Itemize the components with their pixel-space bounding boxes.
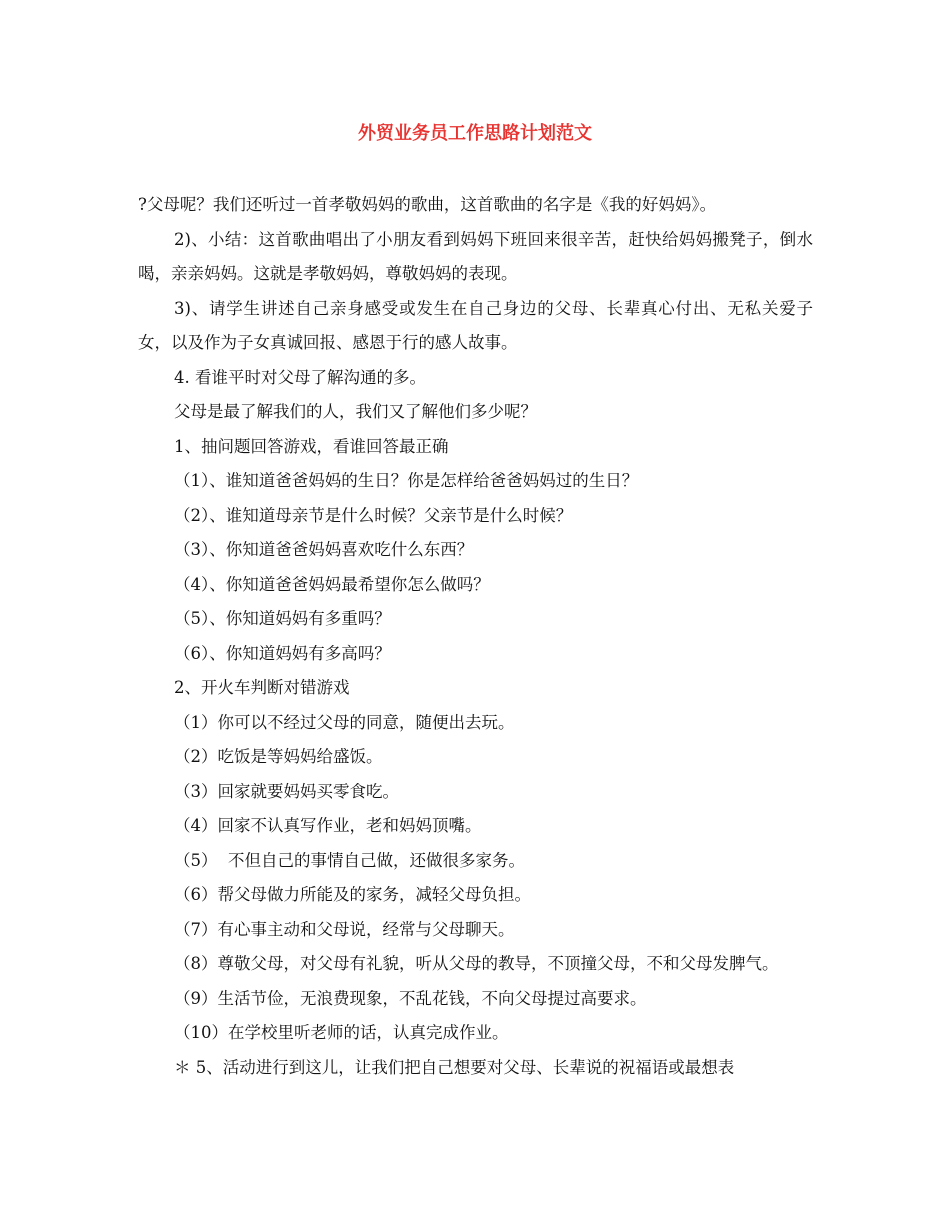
list-item: （1）你可以不经过父母的同意，随便出去玩。 bbox=[174, 712, 515, 732]
list-item: （4）、你知道爸爸妈妈最希望你怎么做吗？ bbox=[174, 574, 490, 594]
list-item: （7）有心事主动和父母说，经常与父母聊天。 bbox=[174, 919, 515, 939]
list-item: （5） 不但自己的事情自己做，还做很多家务。 bbox=[174, 850, 525, 870]
list-item: （10）在学校里听老师的话，认真完成作业。 bbox=[174, 1023, 509, 1042]
list-item: （9）生活节俭，无浪费现象，不乱花钱，不向父母提过高要求。 bbox=[174, 988, 647, 1008]
list-item: （6）、你知道妈妈有多高吗？ bbox=[174, 643, 391, 663]
paragraph-game-2-heading: 2、开火车判断对错游戏 bbox=[174, 678, 350, 697]
list-item: （5）、你知道妈妈有多重吗？ bbox=[174, 609, 391, 628]
paragraph-intro-question: 父母是最了解我们的人，我们又了解他们多少呢？ bbox=[174, 402, 537, 421]
paragraph-section-5: ＊ 5、活动进行到这儿，让我们把自己想要对父母、长辈说的祝福语或最想表 bbox=[174, 1057, 735, 1077]
list-item: （4）回家不认真写作业，老和妈妈顶嘴。 bbox=[174, 816, 482, 835]
list-item: （2）、谁知道母亲节是什么时候？父亲节是什么时候？ bbox=[174, 505, 573, 525]
paragraph-story-prompt: 3)、请学生讲述自己亲身感受或发生在自己身边的父母、长辈真心付出、无私关爱子女，以及作为子女真诚回报、感恩于行的感人故事。 bbox=[138, 298, 813, 352]
list-item: （1）、谁知道爸爸妈妈的生日？你是怎样给爸爸妈妈过的生日？ bbox=[174, 471, 639, 490]
document-body bbox=[138, 188, 813, 1085]
list-item: （6）帮父母做力所能及的家务，减轻父母负担。 bbox=[174, 885, 531, 904]
list-item: （3）回家就要妈妈买零食吃。 bbox=[174, 781, 399, 801]
list-item: （8）尊敬父母，对父母有礼貌，听从父母的教导，不顶撞父母，不和父母发脾气。 bbox=[174, 954, 779, 973]
paragraph-continuation: ?父母呢？我们还听过一首孝敬妈妈的歌曲，这首歌曲的名字是《我的好妈妈》。 bbox=[138, 195, 717, 214]
paragraph-section-4: 4. 看谁平时对父母了解沟通的多。 bbox=[174, 367, 426, 387]
document-title: 外贸业务员工作思路计划范文 bbox=[358, 123, 592, 144]
list-item: （2）吃饭是等妈妈给盛饭。 bbox=[174, 747, 383, 766]
paragraph-game-1-heading: 1、抽问题回答游戏，看谁回答最正确 bbox=[174, 436, 449, 456]
paragraph-summary: 2)、小结：这首歌曲唱出了小朋友看到妈妈下班回来很辛苦，赶快给妈妈搬凳子，倒水喝，亲亲妈妈。这就是孝敬妈妈，尊敬妈妈的表现。 bbox=[138, 229, 813, 283]
list-item: （3）、你知道爸爸妈妈喜欢吃什么东西？ bbox=[174, 540, 474, 559]
